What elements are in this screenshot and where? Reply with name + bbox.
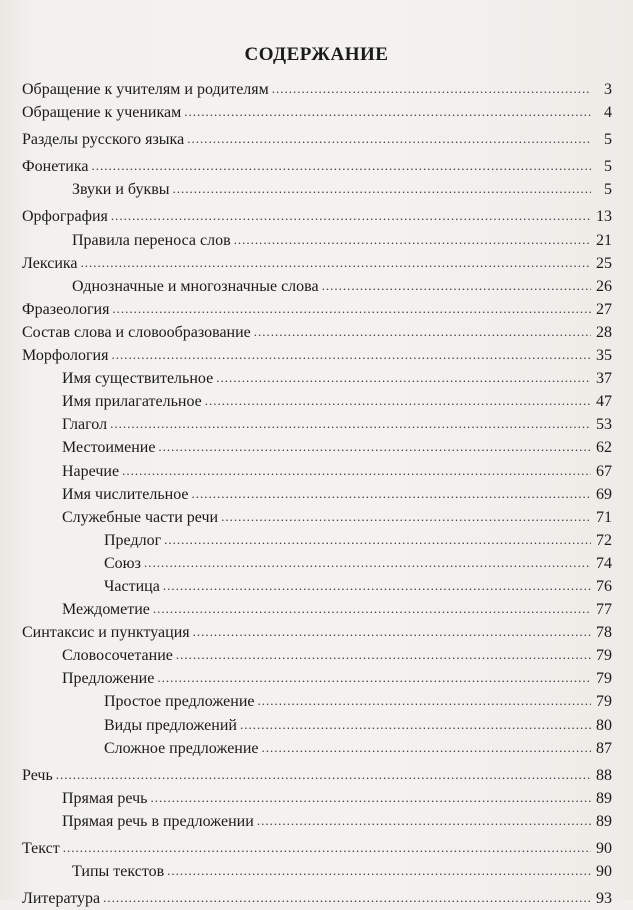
- toc-entry: [22, 887, 612, 910]
- toc-entry: [22, 667, 612, 690]
- dot-leader: [157, 666, 591, 689]
- toc-entry-title: Обращение к учителям и родителям: [22, 81, 269, 98]
- toc-page-number: 77: [596, 601, 612, 619]
- toc-entry-title: Речь: [22, 766, 53, 784]
- toc-entry-title: Прямая речь в предложении: [62, 812, 254, 830]
- toc-page-number: 27: [596, 300, 612, 318]
- toc-entry-title: Морфология: [22, 347, 109, 365]
- toc-entry-title: Местоимение: [62, 439, 156, 457]
- toc-page-number: 79: [596, 693, 612, 711]
- toc-entry-title: Литература: [22, 890, 101, 908]
- dot-leader: [254, 320, 591, 343]
- toc-entry-title: Служебные части речи: [62, 508, 219, 526]
- toc-entry: [22, 575, 612, 598]
- dot-leader: [163, 574, 591, 597]
- toc-page-number: 28: [596, 323, 612, 341]
- toc-entry-title: Союз: [104, 554, 141, 572]
- toc-entry: [22, 252, 612, 275]
- dot-leader: [234, 228, 591, 251]
- toc-entry-title: Сложное предложение: [104, 739, 259, 757]
- toc-page-number: 89: [596, 789, 612, 807]
- toc-page-number: 79: [596, 670, 612, 688]
- dot-leader: [322, 274, 591, 297]
- toc-page-number: 5: [604, 131, 612, 149]
- toc-entry: [22, 837, 612, 860]
- toc-page-number: 76: [596, 577, 612, 595]
- toc-entry-title: Глагол: [62, 416, 108, 434]
- dot-leader: [184, 100, 591, 123]
- dot-leader: [167, 859, 591, 882]
- toc-page-number: 37: [596, 370, 612, 388]
- toc-entry-title: Предлог: [104, 531, 162, 549]
- dot-leader: [192, 482, 591, 505]
- dot-leader: [193, 620, 591, 643]
- toc-page-number: 5: [604, 158, 612, 176]
- toc-entry-title: Состав слова и словообразование: [22, 323, 251, 341]
- dot-leader: [221, 505, 591, 528]
- toc-entry: [22, 506, 612, 529]
- toc-entry-title: Междометие: [62, 601, 150, 619]
- dot-leader: [112, 297, 591, 320]
- toc-entry-title: Прямая речь: [62, 789, 148, 807]
- dot-leader: [103, 886, 591, 909]
- toc-entry-title: Текст: [22, 840, 60, 857]
- toc-page-number: 74: [596, 554, 612, 572]
- toc-entry: [22, 101, 612, 124]
- dot-leader: [63, 836, 591, 859]
- toc-entry: [22, 483, 612, 506]
- toc-entry: [22, 298, 612, 321]
- toc-entry: [22, 155, 612, 178]
- toc-entry-title: Правила переноса слов: [72, 231, 231, 249]
- toc-entry: [22, 764, 612, 787]
- toc-entry-title: Обращение к ученикам: [22, 104, 182, 122]
- toc-page-number: 90: [596, 863, 612, 881]
- dot-leader: [144, 551, 591, 574]
- dot-leader: [153, 597, 591, 620]
- toc-entry: [22, 229, 612, 252]
- dot-leader: [81, 251, 591, 274]
- toc-page-number: 72: [596, 531, 612, 549]
- toc-entry: [22, 413, 612, 436]
- toc-entry: [22, 460, 612, 483]
- toc-entry-title: Звуки и буквы: [72, 181, 170, 199]
- toc-entry-title: Имя существительное: [62, 370, 214, 388]
- dot-leader: [122, 459, 591, 482]
- dot-leader: [111, 343, 591, 366]
- toc-page-number: 80: [596, 716, 612, 734]
- toc-entry-title: Простое предложение: [104, 693, 255, 711]
- dot-leader: [240, 713, 591, 736]
- toc-page-number: 88: [596, 766, 612, 784]
- toc-entry-title: Предложение: [62, 670, 155, 688]
- toc-entry: [22, 128, 612, 151]
- toc-page-number: 13: [596, 208, 612, 226]
- toc-page-number: 21: [596, 231, 612, 249]
- toc-entry-title: Словосочетание: [62, 647, 173, 665]
- toc-page-number: 35: [596, 347, 612, 365]
- toc-entry: [22, 644, 612, 667]
- dot-leader: [111, 204, 591, 227]
- toc-entry-title: Разделы русского языка: [22, 131, 185, 149]
- page-title: СОДЕРЖАНИЕ: [244, 44, 389, 65]
- dot-leader: [92, 154, 592, 177]
- dot-leader: [205, 389, 591, 412]
- toc-page-number: 62: [596, 439, 612, 457]
- toc-page-number: 67: [596, 462, 612, 480]
- toc-page-number: 5: [604, 181, 612, 199]
- dot-leader: [216, 366, 591, 389]
- toc-page-number: 25: [596, 254, 612, 272]
- toc-entry-title: Орфография: [22, 208, 108, 226]
- toc-page-number: 93: [596, 890, 612, 908]
- toc-page-number: 3: [604, 81, 612, 98]
- dot-leader: [257, 809, 591, 832]
- toc-entry: [22, 787, 612, 810]
- dot-leader: [187, 127, 591, 150]
- toc-entry: [22, 621, 612, 644]
- toc-page-number: 4: [604, 104, 612, 122]
- toc-page-number: 69: [596, 485, 612, 503]
- toc-entry: [22, 552, 612, 575]
- toc-page-number: 89: [596, 812, 612, 830]
- dot-leader: [272, 77, 591, 100]
- toc-entry: [22, 205, 612, 228]
- dot-leader: [257, 689, 591, 712]
- dot-leader: [176, 643, 591, 666]
- toc-page-number: 87: [596, 739, 612, 757]
- toc-entry-title: Синтаксис и пунктуация: [22, 624, 190, 642]
- dot-leader: [56, 763, 591, 786]
- toc-entry: [22, 529, 612, 552]
- toc-page-number: 90: [596, 840, 612, 857]
- toc-entry-title: Типы текстов: [72, 863, 165, 881]
- toc-page-number: 78: [596, 624, 612, 642]
- dot-leader: [110, 412, 591, 435]
- table-of-contents: [22, 78, 612, 910]
- toc-entry-title: Частица: [104, 577, 160, 595]
- toc-entry-title: Наречие: [62, 462, 120, 480]
- toc-entry-title: Фразеология: [22, 300, 110, 318]
- toc-entry-title: Имя прилагательное: [62, 393, 202, 411]
- toc-entry: [22, 860, 612, 883]
- toc-entry: [22, 321, 612, 344]
- dot-leader: [150, 786, 591, 809]
- toc-entry: [22, 737, 612, 760]
- dot-leader: [158, 435, 591, 458]
- dot-leader: [173, 177, 591, 200]
- toc-page-number: 79: [596, 647, 612, 665]
- toc-entry: [22, 598, 612, 621]
- toc-entry-title: Виды предложений: [104, 716, 237, 734]
- dot-leader: [164, 528, 591, 551]
- toc-entry: [22, 690, 612, 713]
- toc-entry: [22, 436, 612, 459]
- toc-page-number: 47: [596, 393, 612, 411]
- toc-entry-title: Фонетика: [22, 158, 89, 176]
- toc-page-number: 53: [596, 416, 612, 434]
- toc-entry: [22, 344, 612, 367]
- toc-entry-title: Однозначные и многозначные слова: [72, 277, 319, 295]
- toc-page-number: 71: [596, 508, 612, 526]
- toc-page-number: 26: [596, 277, 612, 295]
- dot-leader: [262, 736, 591, 759]
- toc-entry: [22, 714, 612, 737]
- toc-entry-title: Лексика: [22, 254, 78, 272]
- toc-entry-title: Имя числительное: [62, 485, 189, 503]
- toc-entry: [22, 178, 612, 201]
- toc-entry: [22, 275, 612, 298]
- toc-entry: [22, 367, 612, 390]
- toc-entry: [22, 78, 612, 101]
- toc-entry: [22, 390, 612, 413]
- toc-entry: [22, 810, 612, 833]
